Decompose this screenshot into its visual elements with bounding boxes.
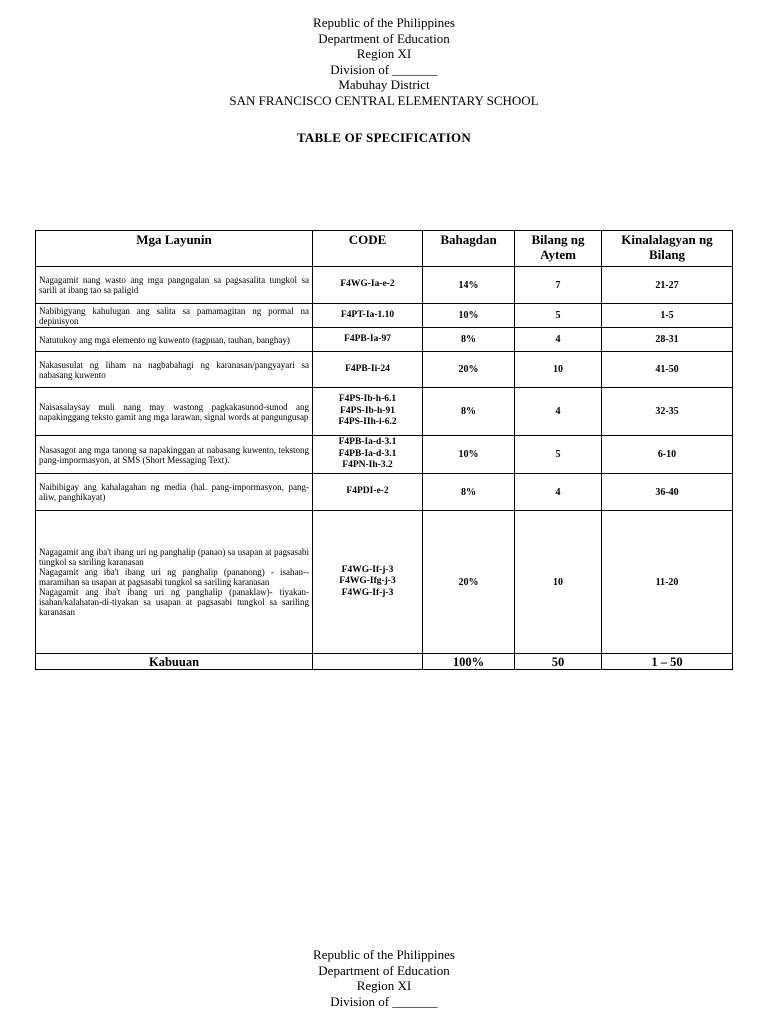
percent-cell: 20% bbox=[423, 352, 515, 388]
code-text: F4PB-Ia-97 bbox=[344, 333, 391, 344]
total-row bbox=[36, 654, 733, 670]
objective-cell bbox=[36, 436, 313, 474]
code-cell bbox=[313, 267, 423, 304]
items-cell: 7 bbox=[515, 267, 602, 304]
total-percent: 100% bbox=[423, 654, 515, 670]
code-text: F4WG-Ia-e-2 bbox=[340, 279, 395, 290]
objective-text: Nagagamit ang iba't ibang uri ng panghalip (pananong) - isahan-- maramihan sa usapan at pagsasabi tungkol sa sariling karanasan bbox=[39, 567, 309, 587]
objective-cell bbox=[36, 474, 313, 511]
items-cell: 4 bbox=[515, 474, 602, 511]
code-text: F4PB-Ia-d-3.1 bbox=[338, 437, 397, 448]
objective-text: Nasasagot ang mga tanong sa napakinggan at nabasang kuwento, tekstong pang-impormasyon, at SMS (Short Messaging Text). bbox=[39, 444, 309, 465]
percent-cell: 10% bbox=[423, 304, 515, 328]
code-text: F4PDI-e-2 bbox=[346, 486, 389, 497]
region-line: Region XI bbox=[356, 978, 412, 993]
objective-text: Nagagamit ang iba't ibang uri ng panghalip (panaklaw)- tiyakan- isahan/kalahatan-di-tiyakan sa usapan at pagsasabi tungkol sa sariling karanasan bbox=[39, 587, 309, 617]
code-text: F4WG-If-j-3 bbox=[341, 587, 394, 598]
table-row bbox=[36, 388, 733, 436]
division-line: Division of _______ bbox=[330, 61, 438, 77]
objective-text: Nagagamit nang wasto ang mga pangngalan sa pagsasalita tungkol sa sarili at ibang tao sa paligid bbox=[39, 275, 309, 295]
document-header bbox=[0, 15, 768, 108]
code-cell bbox=[313, 328, 423, 352]
table-header-row bbox=[36, 231, 733, 267]
division-line: Division of _______ bbox=[330, 993, 438, 1009]
total-label: Kabuuan bbox=[36, 654, 313, 670]
table-row bbox=[36, 304, 733, 328]
table-row bbox=[36, 511, 733, 654]
column-header-objectives: Mga Layunin bbox=[36, 231, 313, 267]
table-row bbox=[36, 267, 733, 304]
items-cell: 10 bbox=[515, 352, 602, 388]
code-text: F4WG-If-j-3 bbox=[341, 564, 394, 575]
items-cell: 5 bbox=[515, 304, 602, 328]
column-header-items: Bilang ng Aytem bbox=[515, 231, 602, 267]
items-cell: 4 bbox=[515, 328, 602, 352]
code-text: F4PB-Ia-d-3.1 bbox=[338, 448, 397, 459]
republic-line: Republic of the Philippines bbox=[313, 947, 455, 962]
objective-text: Nagagamit ang iba't ibang uri ng panghalip (panao) sa usapan at pagsasabi tungkol sa sariling karanasan bbox=[39, 547, 309, 567]
code-text: F4PS-Ib-h-91 bbox=[340, 405, 395, 416]
placement-cell: 11-20 bbox=[602, 511, 733, 654]
department-line: Department of Education bbox=[318, 962, 450, 978]
code-cell bbox=[313, 388, 423, 436]
code-cell bbox=[313, 474, 423, 511]
table-row bbox=[36, 352, 733, 388]
code-text: F4PB-Ii-24 bbox=[345, 363, 390, 374]
objective-cell bbox=[36, 388, 313, 436]
items-cell: 4 bbox=[515, 388, 602, 436]
document-title: TABLE OF SPECIFICATION bbox=[297, 130, 471, 145]
percent-cell: 10% bbox=[423, 436, 515, 474]
next-page-header bbox=[0, 947, 768, 1009]
region-line: Region XI bbox=[356, 46, 412, 61]
objective-cell bbox=[36, 328, 313, 352]
placement-cell: 6-10 bbox=[602, 436, 733, 474]
items-cell: 5 bbox=[515, 436, 602, 474]
code-text: F4PT-Ia-1.10 bbox=[340, 309, 395, 320]
code-cell bbox=[313, 304, 423, 328]
percent-cell: 8% bbox=[423, 474, 515, 511]
table-row bbox=[36, 474, 733, 511]
objective-cell bbox=[36, 511, 313, 654]
republic-line: Republic of the Philippines bbox=[313, 15, 455, 30]
department-line: Department of Education bbox=[318, 30, 450, 46]
percent-cell: 20% bbox=[423, 511, 515, 654]
placement-cell: 28-31 bbox=[602, 328, 733, 352]
code-cell bbox=[313, 511, 423, 654]
placement-cell: 41-50 bbox=[602, 352, 733, 388]
percent-cell: 8% bbox=[423, 388, 515, 436]
table-row bbox=[36, 436, 733, 474]
code-text: F4PS-Ib-h-6.1 bbox=[338, 394, 397, 405]
table-row bbox=[36, 328, 733, 352]
column-header-percent: Bahagdan bbox=[423, 231, 515, 267]
objective-text: Nakasusulat ng liham na nagbabahagi ng karanasan/pangyayari sa nabasang kuwento bbox=[39, 359, 309, 380]
objective-cell bbox=[36, 352, 313, 388]
column-header-placement: Kinalalagyan ng Bilang bbox=[602, 231, 733, 267]
percent-cell: 8% bbox=[423, 328, 515, 352]
column-header-code: CODE bbox=[313, 231, 423, 267]
placement-cell: 1-5 bbox=[602, 304, 733, 328]
objective-text: Natutukoy ang mga elemento ng kuwento (tagpuan, tauhan, banghay) bbox=[39, 334, 290, 345]
specification-table bbox=[35, 230, 733, 670]
code-text: F4WG-Ifg-j-3 bbox=[339, 576, 396, 587]
objective-text: Nabibigyang kahulugan ang salita sa pamamagitan ng pormal na depinisyon bbox=[39, 305, 309, 326]
code-cell bbox=[313, 352, 423, 388]
total-placement: 1 – 50 bbox=[602, 654, 733, 670]
code-text: F4PS-IIh-i-6.2 bbox=[338, 417, 397, 428]
district-line: Mabuhay District bbox=[338, 77, 430, 92]
objective-text: Naibibigay ang kahalagahan ng media (hal. pang-impormasyon, pang-aliw, panghikayat) bbox=[39, 482, 309, 502]
total-items: 50 bbox=[515, 654, 602, 670]
placement-cell: 32-35 bbox=[602, 388, 733, 436]
objective-cell bbox=[36, 267, 313, 304]
placement-cell: 21-27 bbox=[602, 267, 733, 304]
code-text: F4PN-Ih-3.2 bbox=[342, 460, 393, 471]
items-cell: 10 bbox=[515, 511, 602, 654]
objective-cell bbox=[36, 304, 313, 328]
percent-cell: 14% bbox=[423, 267, 515, 304]
total-code bbox=[313, 654, 423, 670]
code-cell bbox=[313, 436, 423, 474]
objective-text: Naisasalaysay muli nang may wastong pagkakasunod-sunod ang napakinggang teksto gamit ang mga larawan, signal words at pangungusap bbox=[39, 401, 309, 422]
placement-cell: 36-40 bbox=[602, 474, 733, 511]
school-line: SAN FRANCISCO CENTRAL ELEMENTARY SCHOOL bbox=[229, 92, 539, 108]
